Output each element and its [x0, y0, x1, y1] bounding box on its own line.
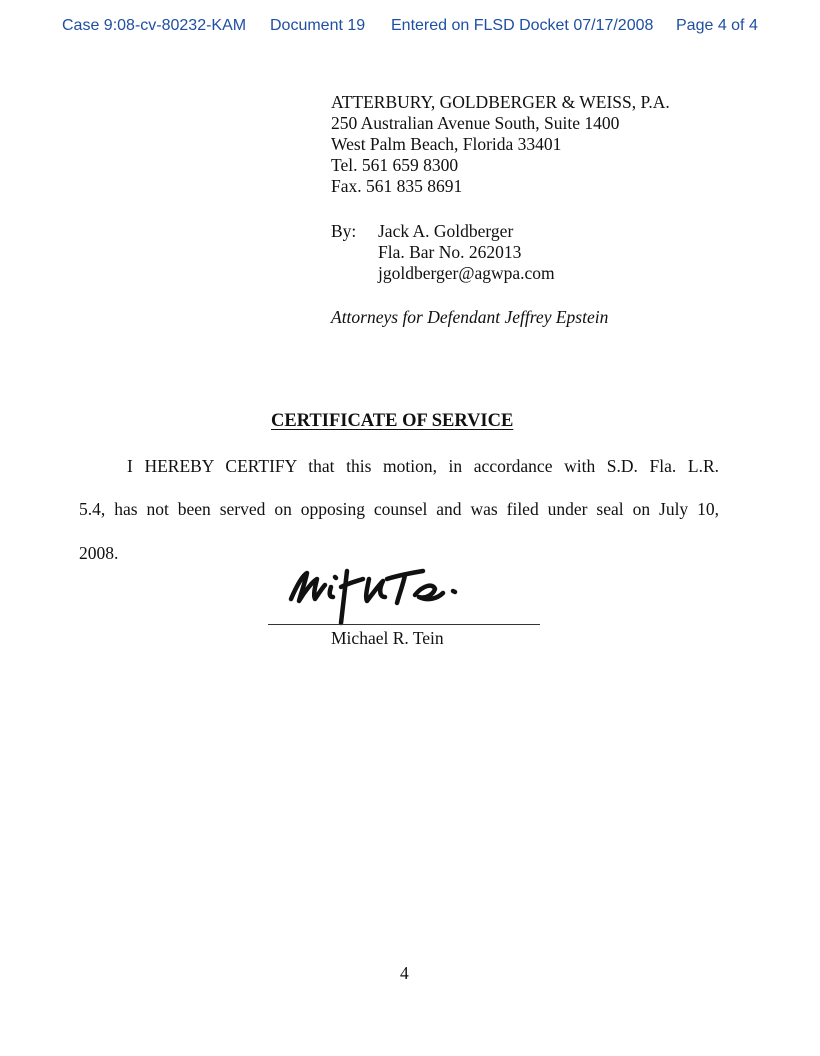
firm-address-line1: 250 Australian Avenue South, Suite 1400 — [331, 113, 620, 133]
signer-name: Michael R. Tein — [331, 628, 444, 648]
signature-line — [268, 624, 540, 625]
firm-name: ATTERBURY, GOLDBERGER & WEISS, P.A. — [331, 92, 670, 112]
bar-number: Fla. Bar No. 262013 — [378, 242, 522, 262]
page-indicator: Page 4 of 4 — [676, 17, 758, 34]
firm-fax: Fax. 561 835 8691 — [331, 176, 463, 196]
certificate-text-line3: 2008. — [79, 543, 119, 563]
firm-telephone: Tel. 561 659 8300 — [331, 155, 459, 175]
case-number: Case 9:08-cv-80232-KAM — [62, 17, 247, 34]
attorneys-for-line: Attorneys for Defendant Jeffrey Epstein — [331, 307, 609, 327]
firm-address-line2: West Palm Beach, Florida 33401 — [331, 134, 562, 154]
certificate-text-line1: I HEREBY CERTIFY that this motion, in accordance with S.D. Fla. L.R. — [127, 456, 719, 476]
certificate-heading: CERTIFICATE OF SERVICE — [271, 411, 514, 431]
document-number: Document 19 — [270, 17, 366, 34]
by-label: By: — [331, 221, 357, 241]
certificate-text-line2: 5.4, has not been served on opposing counsel and was filed under seal on July 10, — [79, 499, 719, 519]
docket-header — [0, 17, 820, 39]
handwritten-signature — [283, 557, 483, 627]
docket-entry-date: Entered on FLSD Docket 07/17/2008 — [391, 17, 654, 34]
attorney-name: Jack A. Goldberger — [378, 221, 514, 241]
attorney-email: jgoldberger@agwpa.com — [378, 263, 555, 283]
firm-address-block — [331, 92, 670, 197]
page-number: 4 — [400, 963, 409, 983]
